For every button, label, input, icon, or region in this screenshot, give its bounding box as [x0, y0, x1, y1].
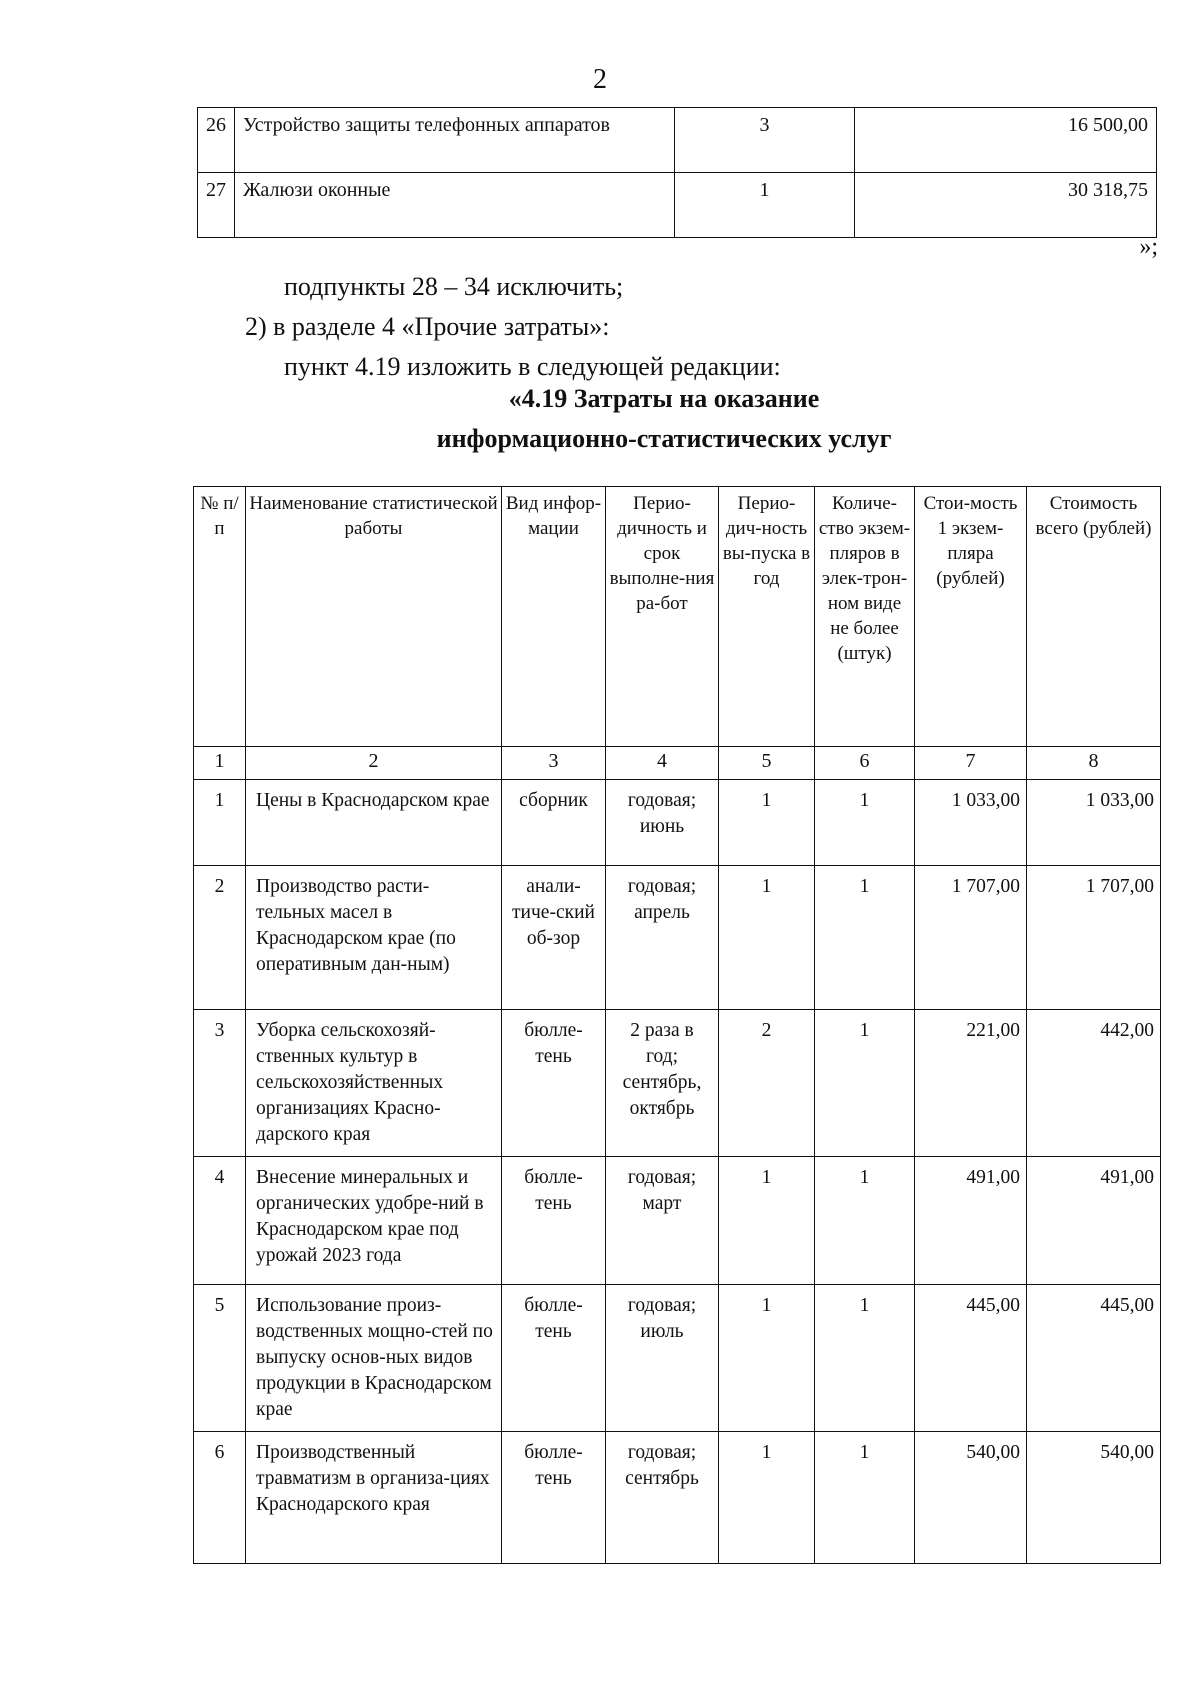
- total-cost: 1 707,00: [1027, 866, 1161, 1010]
- equipment-table-continuation: [197, 107, 1157, 238]
- work-name: Использование произ-водственных мощно-стей по выпуску основ-ных видов продукции в Краснодарском крае: [246, 1285, 502, 1432]
- row-number: 26: [198, 108, 235, 173]
- work-name: Уборка сельскохозяй-ственных культур в сельскохозяйственных организациях Красно-дарского края: [246, 1010, 502, 1157]
- table-header-row: [194, 487, 1161, 747]
- item-price: 16 500,00: [855, 108, 1157, 173]
- frequency: 1: [719, 1432, 815, 1564]
- periodicity: 2 раза в год; сентябрь, октябрь: [606, 1010, 719, 1157]
- column-number: 6: [815, 747, 915, 780]
- header-info-type: Вид инфор-мации: [502, 487, 606, 747]
- work-name: Производственный травматизм в организа-циях Краснодарского края: [246, 1432, 502, 1564]
- row-number: 2: [194, 866, 246, 1010]
- unit-cost: 221,00: [915, 1010, 1027, 1157]
- closing-quote: »;: [1139, 234, 1158, 260]
- copies: 1: [815, 1010, 915, 1157]
- column-number: 1: [194, 747, 246, 780]
- row-number: 27: [198, 173, 235, 238]
- copies: 1: [815, 1157, 915, 1285]
- work-name: Цены в Краснодарском крае: [246, 780, 502, 866]
- paragraph-exclude-subitems: подпункты 28 – 34 исключить;: [284, 272, 624, 301]
- info-type: бюлле-тень: [502, 1157, 606, 1285]
- header-periodicity: Перио-дичность и срок выполне-ния ра-бот: [606, 487, 719, 747]
- copies: 1: [815, 1432, 915, 1564]
- column-number: 2: [246, 747, 502, 780]
- unit-cost: 1 707,00: [915, 866, 1027, 1010]
- row-number: 5: [194, 1285, 246, 1432]
- info-type: анали-тиче-ский об-зор: [502, 866, 606, 1010]
- row-number: 4: [194, 1157, 246, 1285]
- table-row: [194, 1432, 1161, 1564]
- item-price: 30 318,75: [855, 173, 1157, 238]
- header-unit-cost: Стои-мость 1 экзем-пляра (рублей): [915, 487, 1027, 747]
- header-number: № п/п: [194, 487, 246, 747]
- item-quantity: 1: [675, 173, 855, 238]
- periodicity: годовая; июль: [606, 1285, 719, 1432]
- info-type: бюлле-тень: [502, 1285, 606, 1432]
- section-heading-line1: «4.19 Затраты на оказание: [508, 384, 820, 413]
- table-row: [198, 108, 1157, 173]
- unit-cost: 445,00: [915, 1285, 1027, 1432]
- total-cost: 491,00: [1027, 1157, 1161, 1285]
- periodicity: годовая; апрель: [606, 866, 719, 1010]
- work-name: Внесение минеральных и органических удобре-ний в Краснодарском крае под урожай 2023 года: [246, 1157, 502, 1285]
- total-cost: 1 033,00: [1027, 780, 1161, 866]
- periodicity: годовая; сентябрь: [606, 1432, 719, 1564]
- copies: 1: [815, 780, 915, 866]
- table-row: [194, 1010, 1161, 1157]
- frequency: 1: [719, 1285, 815, 1432]
- total-cost: 445,00: [1027, 1285, 1161, 1432]
- header-total-cost: Стоимость всего (рублей): [1027, 487, 1161, 747]
- column-number: 4: [606, 747, 719, 780]
- column-number: 3: [502, 747, 606, 780]
- unit-cost: 491,00: [915, 1157, 1027, 1285]
- header-frequency: Перио-дич-ность вы-пуска в год: [719, 487, 815, 747]
- total-cost: 540,00: [1027, 1432, 1161, 1564]
- row-number: 3: [194, 1010, 246, 1157]
- copies: 1: [815, 866, 915, 1010]
- column-number: 7: [915, 747, 1027, 780]
- column-number: 8: [1027, 747, 1161, 780]
- info-type: бюлле-тень: [502, 1010, 606, 1157]
- header-name: Наименование статистической работы: [246, 487, 502, 747]
- section-heading-line2: информационно-статистических услуг: [436, 424, 892, 453]
- header-copies: Количе-ство экзем-пляров в элек-трон-ном виде не более (штук): [815, 487, 915, 747]
- table-row: [198, 173, 1157, 238]
- frequency: 2: [719, 1010, 815, 1157]
- table-row: [194, 1157, 1161, 1285]
- paragraph-section-4: 2) в разделе 4 «Прочие затраты»:: [245, 312, 610, 341]
- table-row: [194, 1285, 1161, 1432]
- row-number: 6: [194, 1432, 246, 1564]
- copies: 1: [815, 1285, 915, 1432]
- table-row: [194, 866, 1161, 1010]
- info-type: сборник: [502, 780, 606, 866]
- total-cost: 442,00: [1027, 1010, 1161, 1157]
- column-number: 5: [719, 747, 815, 780]
- unit-cost: 1 033,00: [915, 780, 1027, 866]
- frequency: 1: [719, 1157, 815, 1285]
- info-type: бюлле-тень: [502, 1432, 606, 1564]
- periodicity: годовая; июнь: [606, 780, 719, 866]
- paragraph-item-4-19: пункт 4.19 изложить в следующей редакции:: [284, 352, 781, 381]
- row-number: 1: [194, 780, 246, 866]
- item-name: Устройство защиты телефонных аппаратов: [235, 108, 675, 173]
- frequency: 1: [719, 780, 815, 866]
- unit-cost: 540,00: [915, 1432, 1027, 1564]
- item-quantity: 3: [675, 108, 855, 173]
- frequency: 1: [719, 866, 815, 1010]
- table-row: [194, 780, 1161, 866]
- page-number: 2: [593, 64, 607, 95]
- work-name: Производство расти-тельных масел в Краснодарском крае (по оперативным дан-ным): [246, 866, 502, 1010]
- item-name: Жалюзи оконные: [235, 173, 675, 238]
- periodicity: годовая; март: [606, 1157, 719, 1285]
- column-numbers-row: [194, 747, 1161, 780]
- statistical-services-table: [193, 486, 1161, 1564]
